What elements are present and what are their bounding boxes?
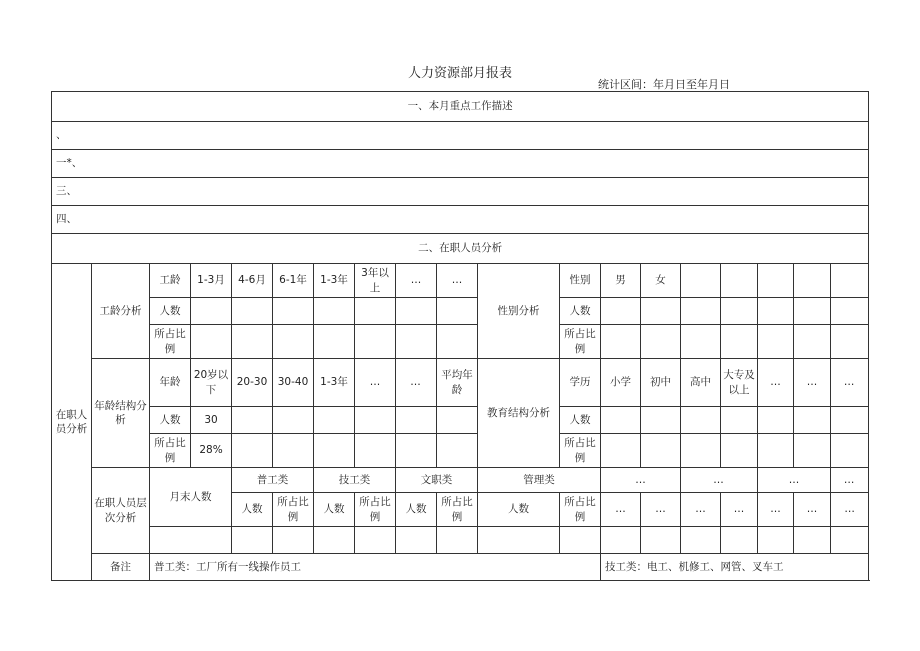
education-header: … xyxy=(794,359,831,407)
seniority-header: 6-1年 xyxy=(273,264,314,298)
remarks-left: 普工类：工厂所有一线操作员工 xyxy=(150,554,601,581)
age-header: … xyxy=(396,359,437,407)
category-label: 技工类 xyxy=(314,468,396,493)
gender-header: 男 xyxy=(601,264,641,298)
seniority-header: 1-3年 xyxy=(314,264,355,298)
gender-label: 性别分析 xyxy=(478,264,560,359)
extra-category: … xyxy=(681,468,758,493)
work-line-4: 四、 xyxy=(52,206,869,234)
section2-heading: 二、在职人员分析 xyxy=(52,234,869,264)
education-header: 大专及以上 xyxy=(721,359,758,407)
education-count-label: 人数 xyxy=(560,407,601,434)
work-line-2: 一*、 xyxy=(52,150,869,178)
report-table xyxy=(51,91,869,581)
level-count-label: 人数 xyxy=(314,493,355,527)
education-header: 小学 xyxy=(601,359,641,407)
gender-header: 性别 xyxy=(560,264,601,298)
level-count-label: 人数 xyxy=(478,493,560,527)
remarks-right: 技工类：电工、机修工、网管、叉车工 xyxy=(601,554,869,581)
level-label: 在职人员层次分析 xyxy=(92,468,150,554)
statistics-period: 统计区间：年月日至年月日 xyxy=(598,78,730,91)
age-ratio-label: 所占比例 xyxy=(150,434,191,468)
age-header: 年龄 xyxy=(150,359,191,407)
gender-ratio-label: 所占比例 xyxy=(560,325,601,359)
extra-cell: … xyxy=(601,493,641,527)
level-ratio-label: 所占比例 xyxy=(273,493,314,527)
level-ratio-label: 所占比例 xyxy=(437,493,478,527)
extra-cell: … xyxy=(794,493,831,527)
level-ratio-label: 所占比例 xyxy=(560,493,601,527)
age-header: 20岁以下 xyxy=(191,359,232,407)
category-label: 普工类 xyxy=(232,468,314,493)
age-ratio-value: 28% xyxy=(191,434,232,468)
seniority-header: … xyxy=(437,264,478,298)
group-label: 在职人员分析 xyxy=(52,264,92,581)
seniority-header: 4-6月 xyxy=(232,264,273,298)
age-header: 平均年龄 xyxy=(437,359,478,407)
seniority-label: 工龄分析 xyxy=(92,264,150,359)
section1-heading: 一、本月重点工作描述 xyxy=(52,92,869,122)
gender-count-label: 人数 xyxy=(560,298,601,325)
extra-cell: … xyxy=(641,493,681,527)
seniority-header: 1-3月 xyxy=(191,264,232,298)
extra-category: … xyxy=(601,468,681,493)
level-count-label: 人数 xyxy=(396,493,437,527)
age-header: 1-3年 xyxy=(314,359,355,407)
report-title: 人力资源部月报表 xyxy=(407,66,512,81)
seniority-header: … xyxy=(396,264,437,298)
extra-category: … xyxy=(758,468,831,493)
education-header: … xyxy=(831,359,869,407)
education-header: 初中 xyxy=(641,359,681,407)
level-ratio-label: 所占比例 xyxy=(355,493,396,527)
age-count-value: 30 xyxy=(191,407,232,434)
age-header: 30-40 xyxy=(273,359,314,407)
month-end-label: 月末人数 xyxy=(150,468,232,527)
extra-cell: … xyxy=(831,493,869,527)
work-line-3: 三、 xyxy=(52,178,869,206)
age-count-label: 人数 xyxy=(150,407,191,434)
category-label: 文职类 xyxy=(396,468,478,493)
education-header: 高中 xyxy=(681,359,721,407)
seniority-header: 3年以上 xyxy=(355,264,396,298)
education-label: 教育结构分析 xyxy=(478,359,560,468)
work-line-1: 、 xyxy=(52,122,869,150)
category-label: 管理类 xyxy=(478,468,601,493)
gender-header: 女 xyxy=(641,264,681,298)
extra-cell: … xyxy=(681,493,721,527)
seniority-ratio-label: 所占比例 xyxy=(150,325,191,359)
education-ratio-label: 所占比例 xyxy=(560,434,601,468)
education-header: … xyxy=(758,359,794,407)
age-label: 年龄结构分析 xyxy=(92,359,150,468)
remarks-label: 备注 xyxy=(92,554,150,581)
age-header: … xyxy=(355,359,396,407)
age-header: 20-30 xyxy=(232,359,273,407)
seniority-header: 工龄 xyxy=(150,264,191,298)
extra-cell: … xyxy=(721,493,758,527)
level-count-label: 人数 xyxy=(232,493,273,527)
extra-category: … xyxy=(831,468,869,493)
extra-cell: … xyxy=(758,493,794,527)
seniority-count-label: 人数 xyxy=(150,298,191,325)
education-header: 学历 xyxy=(560,359,601,407)
